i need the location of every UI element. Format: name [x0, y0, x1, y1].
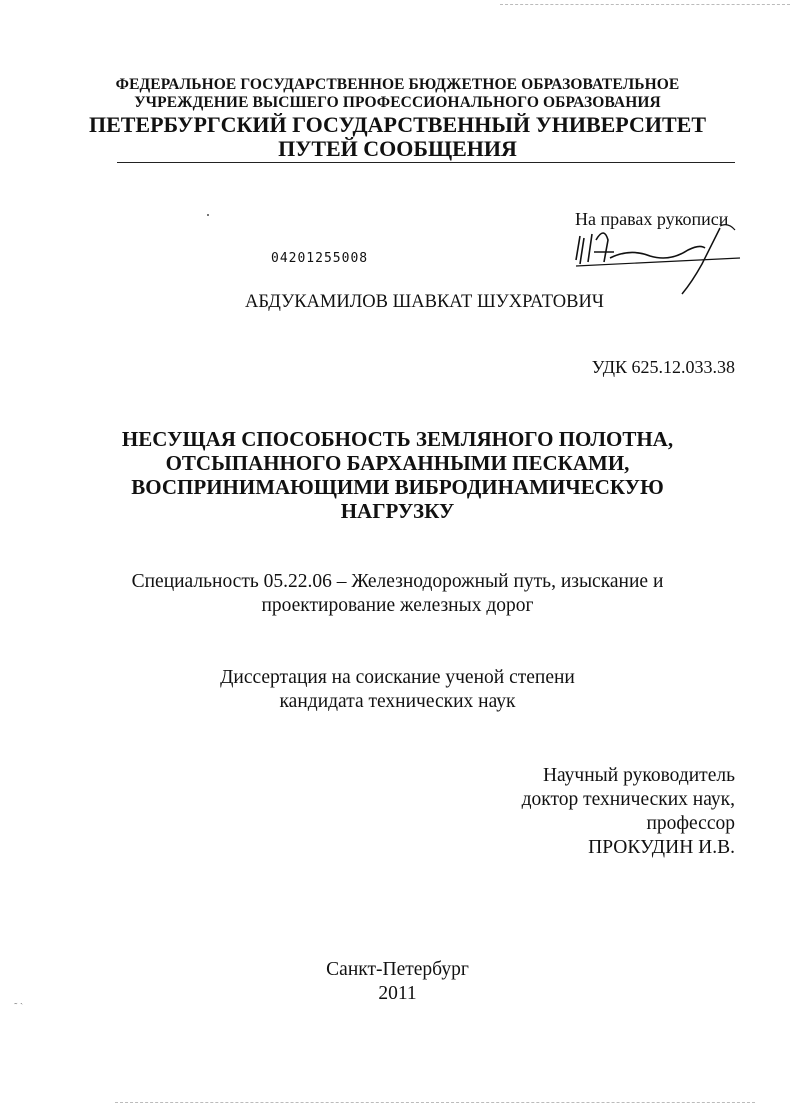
- manuscript-note: На правах рукописи: [575, 209, 729, 229]
- scan-edge-top: [500, 4, 790, 5]
- thesis-title-line-2: ОТСЫПАННОГО БАРХАННЫМИ ПЕСКАМИ,: [165, 451, 630, 475]
- year: 2011: [378, 983, 417, 1004]
- thesis-title-line-3: ВОСПРИНИМАЮЩИМИ ВИБРОДИНАМИЧЕСКУЮ: [131, 475, 664, 499]
- supervisor-name: ПРОКУДИН И.В.: [588, 837, 735, 858]
- degree-line-1: Диссертация на соискание ученой степени: [220, 667, 575, 688]
- supervisor-degree: доктор технических наук,: [521, 789, 735, 810]
- scan-mark: ˷ ˏ: [14, 994, 24, 1005]
- city: Санкт-Петербург: [326, 959, 469, 980]
- header-line-2: УЧРЕЖДЕНИЕ ВЫСШЕГО ПРОФЕССИОНАЛЬНОГО ОБРАЗОВАНИЯ: [134, 94, 661, 111]
- specialty-line-2: проектирование железных дорог: [261, 595, 534, 616]
- header-divider: [117, 162, 735, 163]
- supervisor-role: Научный руководитель: [542, 765, 735, 786]
- degree-line-2: кандидата технических наук: [279, 691, 516, 712]
- thesis-title-line-4: НАГРУЗКУ: [340, 499, 455, 523]
- university-name-line-1: ПЕТЕРБУРГСКИЙ ГОСУДАРСТВЕННЫЙ УНИВЕРСИТЕТ: [88, 112, 707, 137]
- specialty-line-1: Специальность 05.22.06 – Железнодорожный путь, изыскание и: [131, 571, 664, 592]
- author-name: АБДУКАМИЛОВ ШАВКАТ ШУХРАТОВИЧ: [245, 292, 604, 312]
- udk-code: УДК 625.12.033.38: [591, 357, 735, 377]
- supervisor-rank: профессор: [646, 813, 735, 834]
- scan-edge-bottom: [115, 1102, 755, 1103]
- thesis-title-line-1: НЕСУЩАЯ СПОСОБНОСТЬ ЗЕМЛЯНОГО ПОЛОТНА,: [121, 427, 674, 451]
- header-line-1: ФЕДЕРАЛЬНОЕ ГОСУДАРСТВЕННОЕ БЮДЖЕТНОЕ ОБРАЗОВАТЕЛЬНОЕ: [115, 76, 680, 93]
- scan-dot: [207, 214, 209, 216]
- author-signature: [570, 218, 745, 298]
- document-number: 04201255008: [271, 251, 369, 266]
- university-name-line-2: ПУТЕЙ СООБЩЕНИЯ: [278, 136, 517, 161]
